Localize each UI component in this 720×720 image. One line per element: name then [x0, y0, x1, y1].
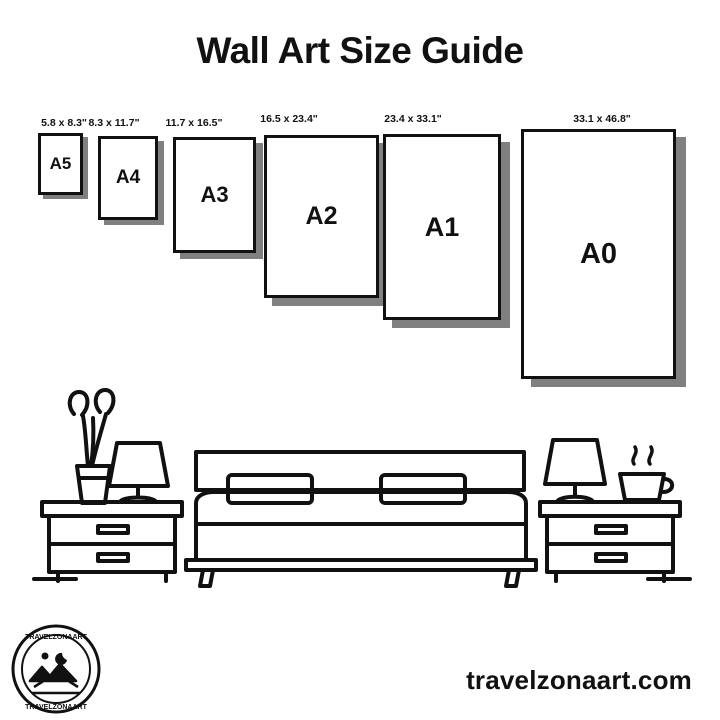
page-title: Wall Art Size Guide [196, 30, 524, 71]
right-table-lamp [545, 440, 605, 502]
frame-a1-dimensions: 23.4 x 33.1" [384, 113, 442, 125]
frame-a0-label: A0 [579, 237, 618, 270]
site-url: travelzonaart.com [466, 665, 692, 695]
size-chart [0, 105, 720, 395]
frame-a5-box [38, 133, 83, 195]
frame-a1-label: A1 [424, 211, 460, 242]
left-nightstand [42, 502, 182, 581]
footer [0, 605, 720, 720]
bed-leg-left [200, 570, 213, 586]
frame-a4-label: A4 [115, 167, 141, 188]
bedroom-svg [0, 378, 720, 603]
frame-a5-dimensions: 5.8 x 8.3" [41, 117, 87, 129]
bed-leg-right [506, 570, 519, 586]
bed [186, 452, 536, 586]
bedroom-illustration [0, 378, 720, 603]
frame-a1-box [383, 134, 501, 320]
brand-logo-text-top: TRAVELZONAART [25, 634, 87, 641]
right-nightstand [540, 502, 680, 581]
steam-left [633, 447, 636, 464]
brand-logo-icon [10, 623, 102, 715]
brand-logo-text-bottom: TRAVELZONAART [25, 704, 87, 711]
frame-a2-box [264, 135, 379, 298]
vase-with-flowers [70, 390, 114, 503]
left-table-lamp [109, 443, 168, 502]
brand-logo [10, 623, 102, 715]
frame-a4-box [98, 136, 158, 220]
frame-a2-dimensions: 16.5 x 23.4" [260, 113, 318, 125]
frame-a3-label: A3 [200, 182, 229, 207]
frame-a0-box [521, 129, 676, 379]
steam-right [649, 447, 652, 464]
coffee-cup [620, 447, 672, 500]
frame-a3-dimensions: 11.7 x 16.5" [165, 117, 223, 129]
frame-a5-label: A5 [49, 154, 72, 173]
frame-a0-dimensions: 33.1 x 46.8" [573, 113, 631, 125]
frame-a2-label: A2 [305, 202, 338, 230]
frame-a3-box [173, 137, 256, 253]
frame-a4-dimensions: 8.3 x 11.7" [88, 117, 140, 129]
